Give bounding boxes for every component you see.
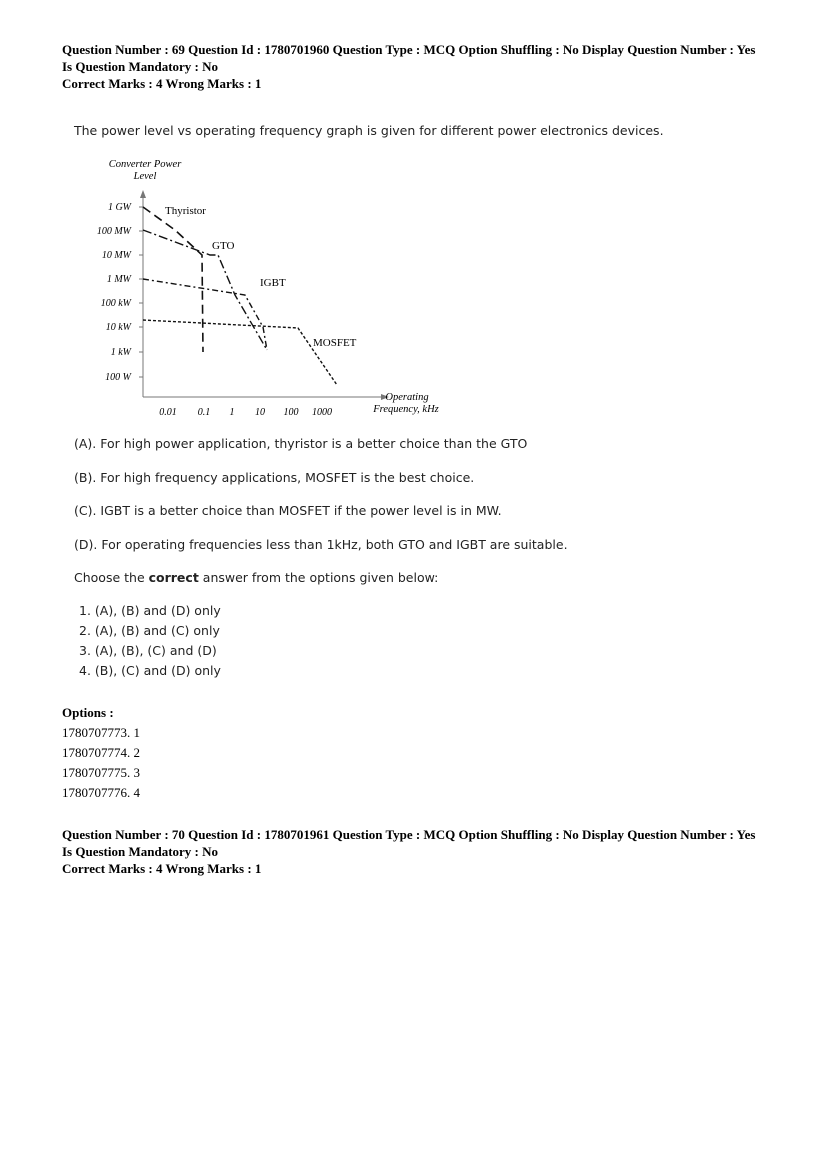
choose-bold: correct bbox=[148, 570, 199, 585]
y-axis-arrow bbox=[140, 190, 146, 198]
y-axis-label-line1: Converter Power bbox=[108, 159, 182, 170]
option-id-2: 1780707774. 2 bbox=[62, 745, 140, 760]
thyristor-curve bbox=[143, 207, 203, 352]
y-axis-label-line2: Level bbox=[133, 171, 157, 182]
y-tick-label: 100 W bbox=[105, 372, 131, 383]
option-id-3: 1780707775. 3 bbox=[62, 765, 140, 780]
options-label: Options : bbox=[62, 705, 114, 720]
statement-d: (D). For operating frequencies less than 1kHz, both GTO and IGBT are suitable. bbox=[74, 537, 568, 552]
statement-b: (B). For high frequency applications, MOSFET is the best choice. bbox=[74, 470, 475, 485]
mosfet-curve bbox=[143, 320, 337, 385]
choice-1: 1. (A), (B) and (D) only bbox=[79, 603, 221, 618]
q70-header-line1: Question Number : 70 Question Id : 1780701961 Question Type : MCQ Option Shuffling : No Display Question Number : Yes bbox=[62, 827, 756, 842]
choice-3: 3. (A), (B), (C) and (D) bbox=[79, 643, 217, 658]
y-tick-label: 1 kW bbox=[110, 347, 131, 358]
q69-header-line2: Is Question Mandatory : No bbox=[62, 59, 219, 74]
x-tick-label: 1000 bbox=[312, 407, 332, 418]
q69-header-line1: Question Number : 69 Question Id : 1780701960 Question Type : MCQ Option Shuffling : No Display Question Number : Yes bbox=[62, 42, 756, 57]
y-tick-label: 10 MW bbox=[101, 250, 131, 261]
q69-header-line3: Correct Marks : 4 Wrong Marks : 1 bbox=[62, 76, 262, 91]
y-tick-label: 100 MW bbox=[96, 226, 131, 237]
x-tick-label: 1 bbox=[229, 407, 235, 418]
statement-a: (A). For high power application, thyristor is a better choice than the GTO bbox=[74, 436, 528, 451]
option-id-4: 1780707776. 4 bbox=[62, 785, 140, 800]
q70-header-line2: Is Question Mandatory : No bbox=[62, 844, 219, 859]
x-tick-label: 100 bbox=[283, 407, 299, 418]
y-ticks bbox=[139, 207, 143, 377]
x-tick-labels bbox=[159, 407, 332, 418]
question-stem: The power level vs operating frequency graph is given for different power electronics devices. bbox=[74, 123, 664, 138]
y-tick-label: 10 kW bbox=[105, 322, 131, 333]
x-axis-label-line2: Frequency, kHz bbox=[373, 404, 439, 415]
gto-curve bbox=[143, 230, 267, 350]
igbt-label: IGBT bbox=[260, 277, 286, 289]
choose-prefix: Choose the bbox=[74, 570, 149, 585]
mosfet-label: MOSFET bbox=[313, 337, 357, 349]
choose-suffix: answer from the options given below: bbox=[198, 570, 439, 585]
statement-c: (C). IGBT is a better choice than MOSFET if the power level is in MW. bbox=[74, 503, 502, 518]
y-tick-label: 1 GW bbox=[107, 202, 131, 213]
x-tick-label: 0.01 bbox=[159, 407, 177, 418]
choice-4: 4. (B), (C) and (D) only bbox=[79, 663, 221, 678]
option-id-1: 1780707773. 1 bbox=[62, 725, 140, 740]
gto-label: GTO bbox=[212, 240, 235, 252]
choose-instruction bbox=[74, 570, 438, 585]
y-tick-label: 100 kW bbox=[100, 298, 131, 309]
y-tick-labels bbox=[97, 202, 133, 383]
q70-header-line3: Correct Marks : 4 Wrong Marks : 1 bbox=[62, 861, 262, 876]
y-tick-label: 1 MW bbox=[106, 274, 131, 285]
x-axis-label-line1: Operating bbox=[385, 392, 429, 403]
power-frequency-chart bbox=[95, 152, 455, 420]
choice-2: 2. (A), (B) and (C) only bbox=[79, 623, 220, 638]
x-tick-label: 0.1 bbox=[197, 407, 211, 418]
thyristor-label: Thyristor bbox=[165, 205, 206, 217]
x-tick-label: 10 bbox=[255, 407, 265, 418]
igbt-curve bbox=[143, 279, 267, 350]
